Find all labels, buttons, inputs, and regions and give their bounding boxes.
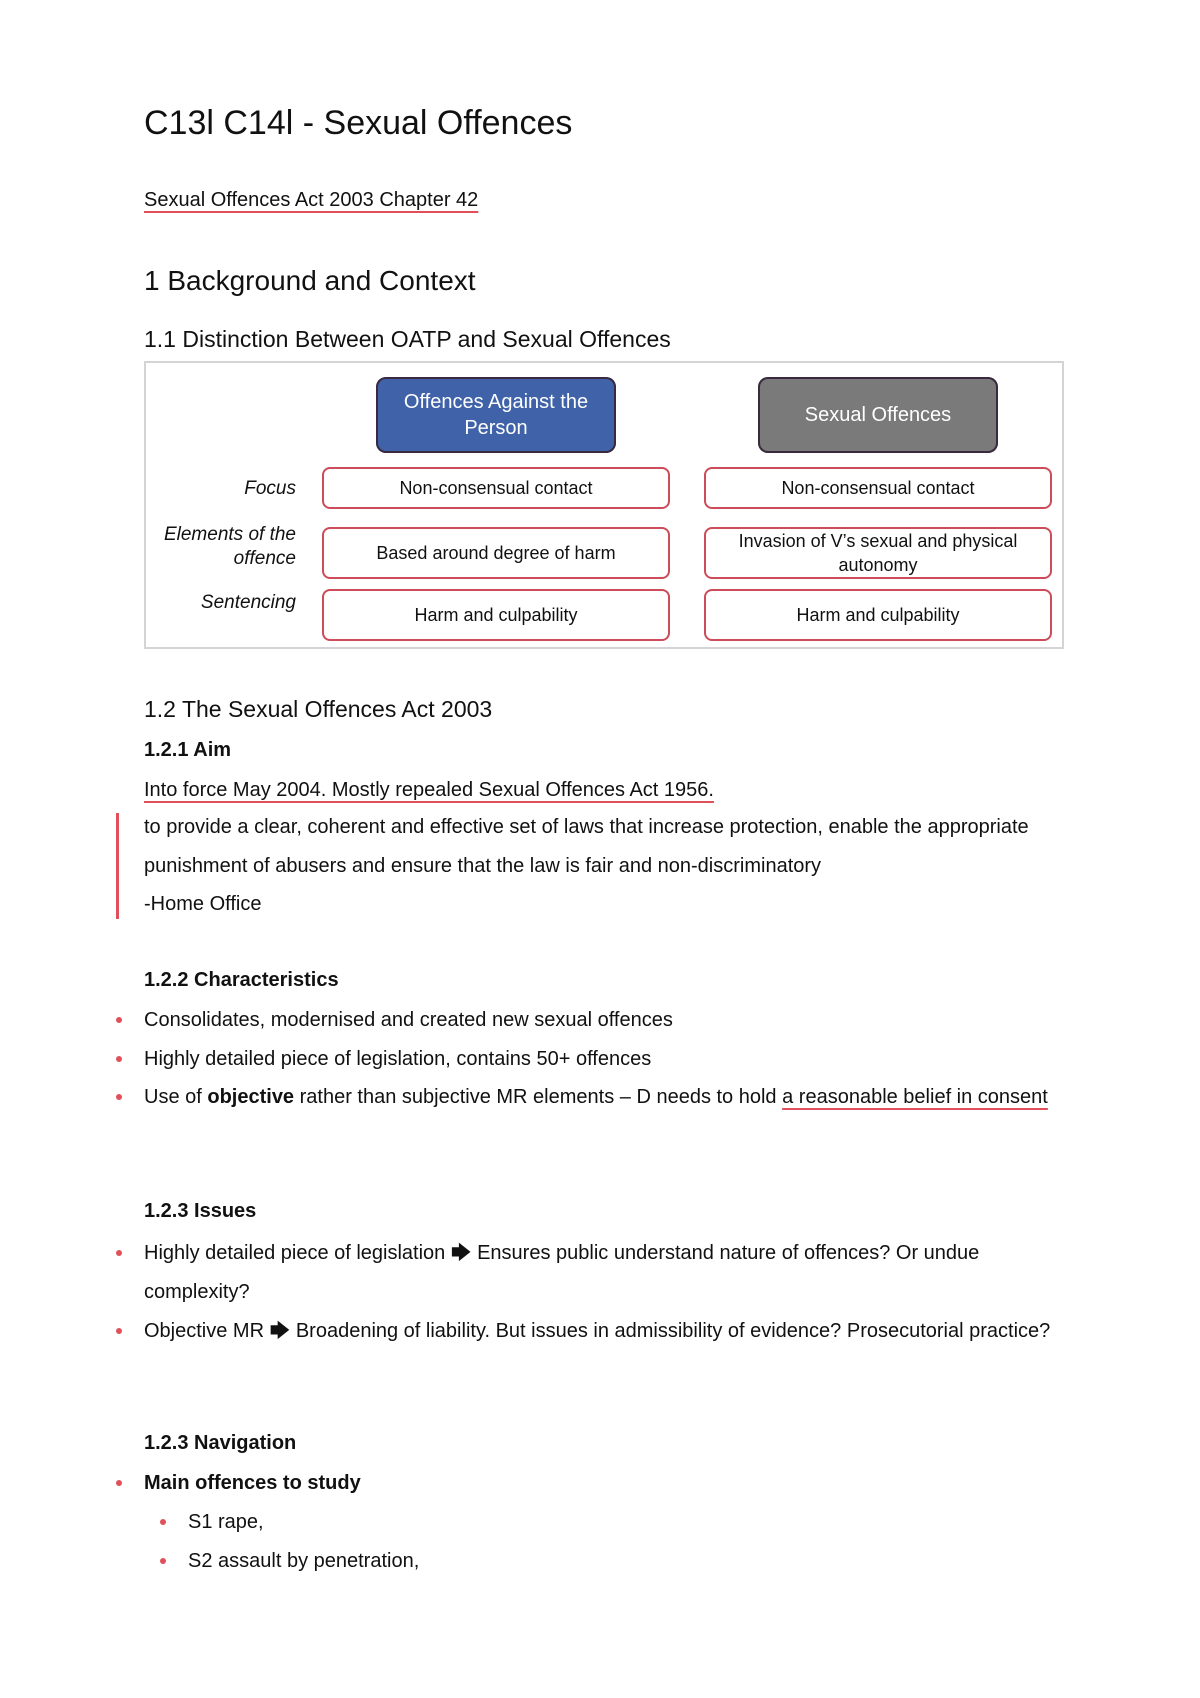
cell-oatp-elements: Based around degree of harm <box>322 527 670 579</box>
aim-quote-text: to provide a clear, coherent and effective set of laws that increase protection, enable the appropriate punishment of abusers and ensure that the law is fair and non-discriminatory <box>144 816 1029 877</box>
quote-bar <box>116 813 119 919</box>
characteristics-item-1: Consolidates, modernised and created new sexual offences <box>144 1009 673 1031</box>
cell-so-elements: Invasion of V’s sexual and physical autonomy <box>704 527 1052 579</box>
row-label-elements: Elements of the offence <box>163 524 296 569</box>
issues-heading: 1.2.3 Issues <box>144 1200 257 1222</box>
issues-item2-a: Objective MR <box>144 1320 270 1342</box>
bullet-dot <box>116 1056 122 1062</box>
section-heading-background: 1 Background and Context <box>144 265 476 296</box>
issues-item2-b: Broadening of liability. But issues in admissibility of evidence? Prosecutorial practice? <box>290 1320 1051 1342</box>
diagram-row-labels <box>146 363 296 647</box>
row-label-focus: Focus <box>244 478 296 499</box>
cell-so-sentencing: Harm and culpability <box>704 589 1052 641</box>
cell-oatp-focus: Non-consensual contact <box>322 467 670 509</box>
characteristics-item-3 <box>144 1078 1064 1117</box>
page-title: C13l C14l - Sexual Offences <box>144 104 573 142</box>
item3-text-a: Use of <box>144 1086 208 1108</box>
bullet-dot <box>160 1519 166 1525</box>
issues-item1-b: Ensures public understand nature of offences? Or undue complexity? <box>144 1242 980 1303</box>
item3-bold: objective <box>207 1086 295 1108</box>
aim-intro-link[interactable]: Into force May 2004. Mostly repealed Sexual Offences Act 1956. <box>144 779 714 801</box>
bullet-dot <box>116 1017 122 1023</box>
aim-quote <box>144 808 1064 924</box>
row-label-sentencing: Sentencing <box>200 592 296 613</box>
item3-text-b: rather than subjective MR elements – D needs to hold <box>294 1086 783 1108</box>
characteristics-heading: 1.2.2 Characteristics <box>144 969 339 991</box>
bullet-dot <box>116 1250 122 1256</box>
diagram-header-sexual-offences: Sexual Offences <box>758 377 998 453</box>
act-reference-link[interactable]: Sexual Offences Act 2003 Chapter 42 <box>144 189 479 211</box>
navigation-main-label: Main offences to study <box>144 1472 361 1494</box>
bullet-dot <box>116 1480 122 1486</box>
bullet-dot <box>160 1558 166 1564</box>
subsection-heading-act: 1.2 The Sexual Offences Act 2003 <box>144 696 493 722</box>
cell-so-focus: Non-consensual contact <box>704 467 1052 509</box>
aim-quote-attribution: -Home Office <box>144 893 262 915</box>
cell-oatp-sentencing: Harm and culpability <box>322 589 670 641</box>
subsection-heading-distinction: 1.1 Distinction Between OATP and Sexual Offences <box>144 326 671 352</box>
comparison-diagram <box>144 361 1064 649</box>
characteristics-item-2: Highly detailed piece of legislation, contains 50+ offences <box>144 1048 652 1070</box>
arrow-right-icon: 🡆 <box>269 1320 291 1342</box>
diagram-header-oatp: Offences Against the Person <box>376 377 616 453</box>
navigation-heading: 1.2.3 Navigation <box>144 1432 297 1454</box>
arrow-right-icon: 🡆 <box>450 1242 472 1264</box>
navigation-sub-item-1: S1 rape, <box>188 1511 264 1533</box>
navigation-sub-item-2: S2 assault by penetration, <box>188 1550 420 1572</box>
issues-item-1 <box>144 1234 1064 1311</box>
aim-heading: 1.2.1 Aim <box>144 739 232 761</box>
reasonable-belief-link[interactable]: a reasonable belief in consent <box>782 1086 1048 1108</box>
bullet-dot <box>116 1094 122 1100</box>
issues-item-2 <box>144 1312 1064 1351</box>
issues-item1-a: Highly detailed piece of legislation <box>144 1242 451 1264</box>
bullet-dot <box>116 1328 122 1334</box>
